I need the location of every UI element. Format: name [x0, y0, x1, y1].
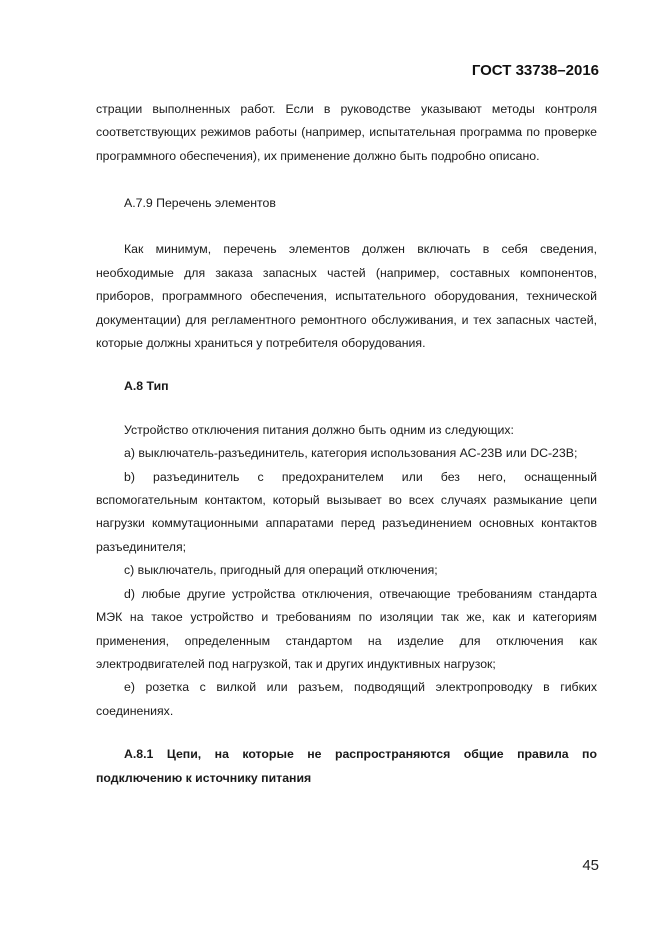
list-item-c: c) выключатель, пригодный для операций отключения; [124, 563, 438, 578]
section-heading-a79: А.7.9 Перечень элементов [124, 195, 276, 210]
section-heading-a81: А.8.1 Цепи, на которые не распространяются общие правила по подключению к источнику питания [96, 747, 597, 785]
paragraph-device-types: Устройство отключения питания должно быть одним из следующих: [124, 422, 514, 437]
page-number: 45 [582, 857, 599, 874]
paragraph-items-list: Как минимум, перечень элементов должен включать в себя сведения, необходимые для заказа запасных частей (например, составных компонентов, приборов, программного обеспечения, испытательного оборудования, технической документации) для регламентного ремонтного обслуживания, и тех запасных частей, которые должны храниться у потребителя оборудования. [96, 242, 597, 351]
paragraph-continuation: страции выполненных работ. Если в руководстве указывают методы контроля соответствующих режимов работы (например, испытательная программа по проверке программного обеспечения), их применение должно быть подробно описано. [96, 102, 597, 163]
document-body [96, 98, 597, 790]
list-item-a: а) выключатель-разъединитель, категория использования АС-23В или DC-23В; [124, 446, 578, 461]
list-item-d: d) любые другие устройства отключения, отвечающие требованиям стандарта МЭК на такое устройство и требованиям по изоляции так же, как и категориям применения, определенным стандартом на изделие для отключения как электродвигателей под нагрузкой, так и других индуктивных нагрузок; [96, 586, 597, 671]
document-header: ГОСТ 33738–2016 [471, 62, 599, 79]
list-item-b: b) разъединитель с предохранителем или без него, оснащенный вспомогательным контактом, который вызывает во всех случаях размыкание цепи нагрузки коммутационными аппаратами перед разъединением основных контактов разъединителя; [96, 469, 597, 554]
list-item-e: е) розетка с вилкой или разъем, подводящий электропроводку в гибких соединениях. [96, 680, 597, 718]
section-heading-a8: А.8 Тип [124, 379, 169, 394]
